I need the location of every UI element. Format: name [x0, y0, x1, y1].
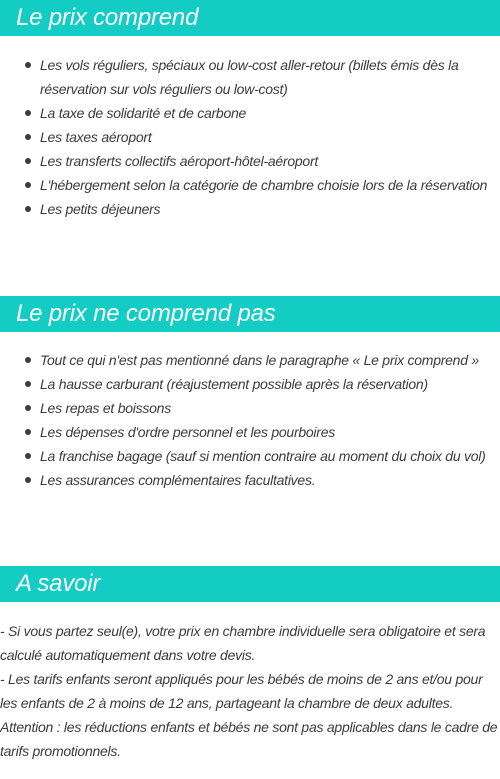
excluded-list [0, 348, 500, 492]
savoir-paragraph: - Les tarifs enfants seront appliqués pour les bébés de moins de 2 ans et/ou pour les enfants de 2 à moins de 12 ans, partageant la chambre de deux adultes. [0, 671, 483, 711]
list-item: La taxe de solidarité et de carbone [0, 101, 500, 125]
savoir-text [0, 619, 500, 763]
list-item: Les petits déjeuners [0, 197, 500, 221]
savoir-section-header: A savoir [0, 566, 500, 602]
savoir-paragraph: - Si vous partez seul(e), votre prix en chambre individuelle sera obligatoire et sera calculé automatiquement dans votre devis. [0, 623, 486, 663]
list-item: Les taxes aéroport [0, 125, 500, 149]
excluded-section-header: Le prix ne comprend pas [0, 296, 500, 332]
included-list [0, 53, 500, 221]
list-item: L'hébergement selon la catégorie de chambre choisie lors de la réservation [0, 173, 500, 197]
included-section-header: Le prix comprend [0, 0, 500, 36]
list-item: Les repas et boissons [0, 396, 500, 420]
list-item: Les vols réguliers, spéciaux ou low-cost aller-retour (billets émis dès la réservation sur vols réguliers ou low-cost) [0, 53, 500, 101]
savoir-paragraph: Attention : les réductions enfants et bébés ne sont pas applicables dans le cadre de tarifs promotionnels. [0, 719, 498, 759]
list-item: Les transferts collectifs aéroport-hôtel-aéroport [0, 149, 500, 173]
list-item: Les dépenses d'ordre personnel et les pourboires [0, 420, 500, 444]
list-item: La hausse carburant (réajustement possible après la réservation) [0, 372, 500, 396]
list-item: Tout ce qui n'est pas mentionné dans le paragraphe « Le prix comprend » [0, 348, 500, 372]
list-item: Les assurances complémentaires facultatives. [0, 468, 500, 492]
list-item: La franchise bagage (sauf si mention contraire au moment du choix du vol) [0, 444, 500, 468]
